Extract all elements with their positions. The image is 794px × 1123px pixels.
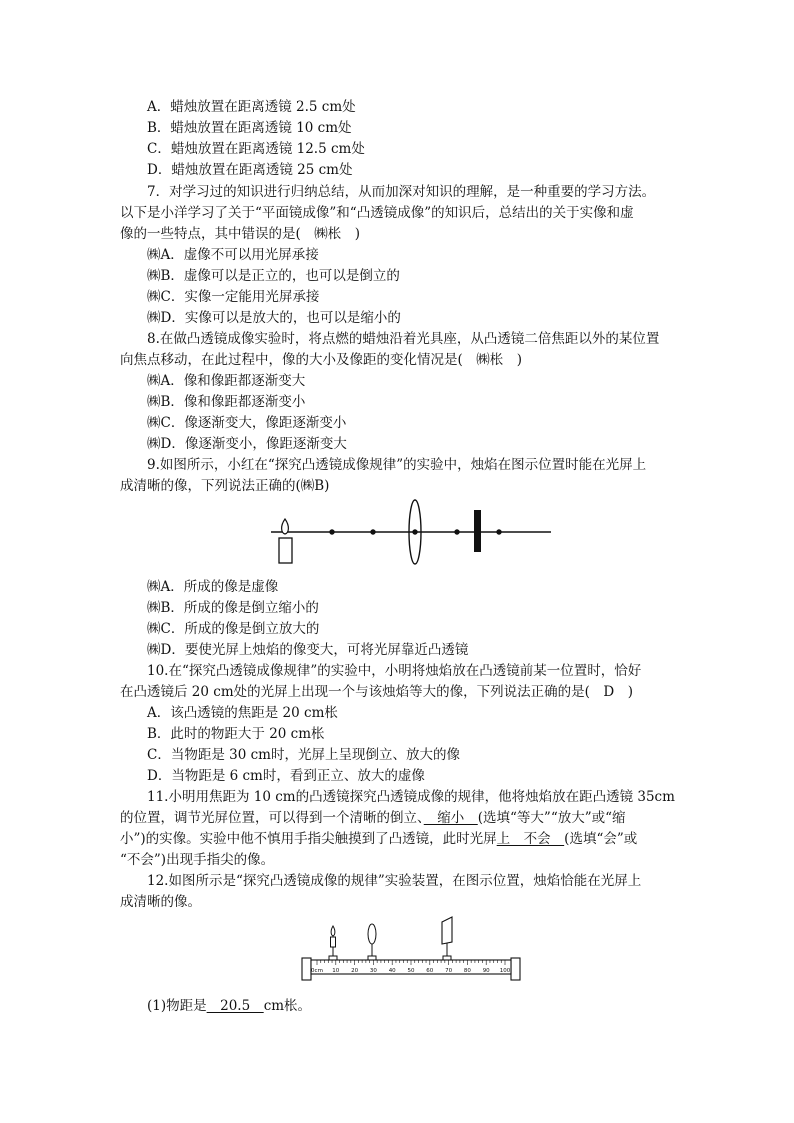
- q7-option-b: ㈱B．虚像可以是正立的，也可以是倒立的: [147, 268, 400, 284]
- q12-ruler-label: 60: [426, 968, 434, 974]
- q7-answer-blank: ㈱枨: [314, 226, 342, 242]
- q11-answer-blank-2: 上 不会: [496, 831, 565, 847]
- q12-ruler-label: 20: [351, 968, 359, 974]
- q6-option-a: A．蜡烛放置在距离透镜 2.5 cm处: [147, 99, 356, 115]
- q9-axis-point-3: [412, 529, 417, 534]
- q9-axis-point-1: [329, 529, 334, 534]
- q7-stem-close: ): [341, 226, 361, 242]
- q9-stem-line-2: [120, 476, 329, 496]
- q8-option-a: ㈱A．像和像距都逐渐变大: [147, 373, 306, 389]
- q12-candle: [329, 926, 337, 960]
- q11-stem-line-3: [120, 829, 637, 849]
- q8-option-d: ㈱D．像逐渐变小，像距逐渐变大: [147, 436, 347, 452]
- q9-candle: [279, 519, 292, 563]
- q9-stem-text: 成清晰的像，下列说法正确的: [120, 478, 296, 494]
- q9-optical-bench-figure: [268, 498, 554, 570]
- q7-option-c: ㈱C．实像一定能用光屏承接: [147, 289, 320, 305]
- q9-option-a: ㈱A．所成的像是虚像: [147, 579, 279, 595]
- q9-axis-point-2: [370, 529, 375, 534]
- q9-axis-point-5: [496, 529, 501, 534]
- q11-answer-blank-1: 缩小: [423, 810, 478, 826]
- q10-option-c: C．当物距是 30 cm时，光屏上呈现倒立、放大的像: [147, 747, 460, 763]
- q10-option-d: D．当物距是 6 cm时，看到正立、放大的虚像: [147, 768, 425, 784]
- q8-option-c: ㈱C．像逐渐变大，像距逐渐变小: [147, 415, 347, 431]
- q12-stem-line-1: 12.如图所示是“探究凸透镜成像的规律”实验装置，在图示位置，烛焰恰能在光屏上: [147, 873, 642, 889]
- q11-text: 的位置，调节光屏位置，可以得到一个清晰的倒立、: [120, 810, 424, 826]
- q6-option-d: D．蜡烛放置在距离透镜 25 cm处: [147, 162, 353, 178]
- q11-text: (选填“等大”“放大”或“缩: [477, 810, 626, 826]
- q7-option-a: ㈱A．虚像不可以用光屏承接: [147, 247, 319, 263]
- q9-axis-point-4: [454, 529, 459, 534]
- q12-left-stand: [302, 958, 311, 980]
- q7-stem-line-1: 7．对学习过的知识进行归纳总结，从而加深对知识的理解，是一种重要的学习方法。: [147, 184, 656, 200]
- q11-stem-line-4: “不会”)出现手指尖的像。: [120, 852, 275, 868]
- q8-answer-blank: ㈱枨: [476, 352, 504, 368]
- q8-stem-text: 向焦点移动，在此过程中，像的大小及像距的变化情况是(: [120, 352, 477, 368]
- q12-part1-unit: cm枨。: [263, 998, 312, 1014]
- q8-stem-line-1: 8.在做凸透镜成像实验时，将点燃的蜡烛沿着光具座，从凸透镜二倍焦距以外的某位置: [147, 331, 660, 347]
- q12-light-screen: [442, 917, 452, 960]
- q8-stem-close: ): [503, 352, 523, 368]
- q10-stem-line-2: 在凸透镜后 20 cm处的光屏上出现一个与该烛焰等大的像，下列说法正确的是( D ): [120, 684, 633, 700]
- q6-option-c: C．蜡烛放置在距离透镜 12.5 cm处: [147, 141, 365, 157]
- q9-option-d: ㈱D．要使光屏上烛焰的像变大，可将光屏靠近凸透镜: [147, 642, 469, 658]
- q9-light-screen: [474, 510, 481, 552]
- q12-ruler-label: 70: [445, 968, 453, 974]
- q9-answer: (㈱B): [295, 478, 330, 494]
- q12-ruler-label: 10: [332, 968, 340, 974]
- q10-stem-line-1: 10.在“探究凸透镜成像规律”的实验中，小明将烛焰放在凸透镜前某一位置时，恰好: [147, 663, 642, 679]
- q12-part-1: [147, 996, 311, 1016]
- q7-option-d: ㈱D．实像可以是放大的，也可以是缩小的: [147, 310, 401, 326]
- q7-stem-line-3: [120, 224, 360, 244]
- q12-ruler-label: 30: [369, 968, 377, 974]
- q12-ruler-label: 80: [463, 968, 471, 974]
- q8-stem-line-2: [120, 350, 522, 370]
- q12-optical-bench-figure: [296, 912, 526, 982]
- q9-option-c: ㈱C．所成的像是倒立放大的: [147, 621, 320, 637]
- q12-part1-answer-blank: 20.5: [206, 998, 264, 1014]
- q12-ruler-label: 90: [482, 968, 490, 974]
- q12-ruler-label: 0cm: [311, 968, 323, 974]
- q12-stem-line-2: 成清晰的像。: [120, 894, 201, 910]
- q12-right-stand: [511, 958, 520, 980]
- q9-stem-line-1: 9.如图所示，小红在“探究凸透镜成像规律”的实验中，烛焰在图示位置时能在光屏上: [147, 457, 647, 473]
- q10-option-a: A．该凸透镜的焦距是 20 cm枨: [147, 705, 338, 721]
- q10-option-b: B．此时的物距大于 20 cm枨: [147, 726, 325, 742]
- q7-stem-line-2: 以下是小洋学习了关于“平面镜成像”和“凸透镜成像”的知识后，总结出的关于实像和虚: [120, 205, 634, 221]
- q12-ruler-label: 50: [407, 968, 415, 974]
- q11-stem-line-1: 11.小明用焦距为 10 cm的凸透镜探究凸透镜成像的规律，他将烛焰放在距凸透镜 35cm: [147, 789, 675, 805]
- q6-option-b: B．蜡烛放置在距离透镜 10 cm处: [147, 120, 352, 136]
- q12-lens: [368, 924, 376, 960]
- q12-ruler-label: 100: [499, 968, 511, 974]
- q11-text: 小”)的实像。实验中他不慎用手指尖触摸到了凸透镜，此时光屏: [120, 831, 497, 847]
- q11-text: (选填“会”或: [564, 831, 638, 847]
- q8-option-b: ㈱B．像和像距都逐渐变小: [147, 394, 306, 410]
- q9-option-b: ㈱B．所成的像是倒立缩小的: [147, 600, 319, 616]
- q11-stem-line-2: [120, 808, 626, 828]
- q12-part1-text: (1)物距是: [147, 998, 207, 1014]
- q7-stem-text: 像的一些特点，其中错误的是(: [120, 226, 315, 242]
- q12-ruler-label: 40: [388, 968, 396, 974]
